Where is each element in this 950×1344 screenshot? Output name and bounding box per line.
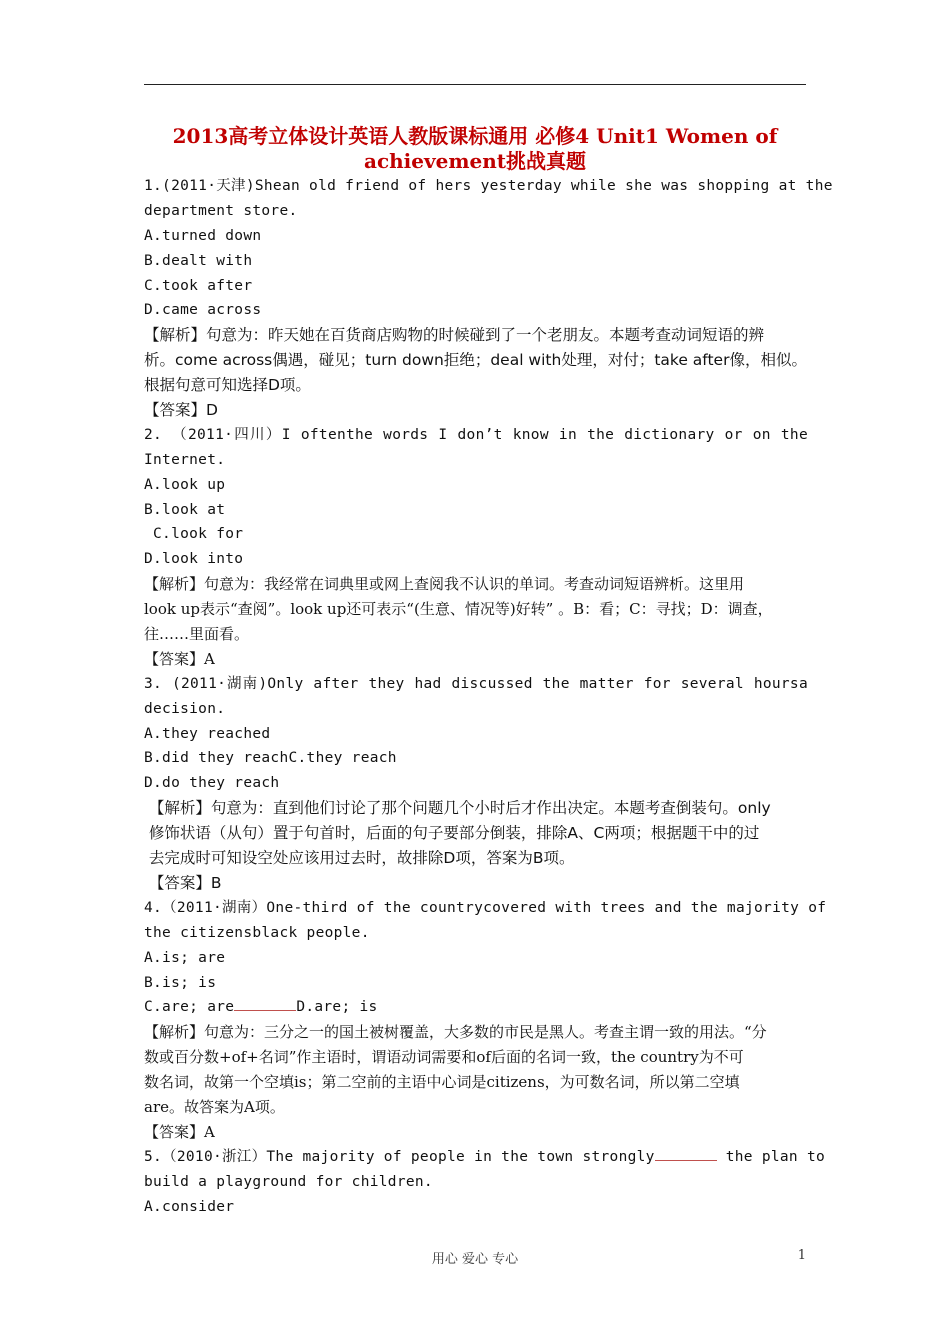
q5-stem (144, 1145, 826, 1170)
page-title (144, 124, 806, 174)
q1-option-a: A.turned down (144, 227, 262, 244)
q1-option-b: B.dealt with (144, 252, 253, 269)
q2-analysis-3: 往……里面看。 (144, 625, 250, 644)
answer-blank (655, 1146, 717, 1161)
q1-analysis-2: 析。come across偶遇，碰见；turn down拒绝；deal with处理，对付；take after像，相似。 (144, 351, 807, 370)
q4-option-c: C.are; are (144, 999, 235, 1016)
q4-analysis-3: 数名词，故第一个空填is；第二空前的主语中心词是citizens，为可数名词，所以第二空填 (144, 1073, 740, 1092)
q2-analysis-2: look up表示“查阅”。look up还可表示“(生意、情况等)好转” 。B：看；C：寻找；D：调查， (144, 600, 773, 619)
q4-stem: 4.（2011·湖南）One-third of the countrycovered with trees and the majority of (144, 899, 827, 916)
answer-blank (234, 996, 296, 1011)
q3-option-bc: B.did they reachC.they reach (144, 750, 397, 767)
q4-analysis-1: 【解析】句意为：三分之一的国土被树覆盖，大多数的市民是黑人。考查主谓一致的用法。“分 (144, 1023, 767, 1042)
q2-answer: 【答案】A (144, 649, 215, 668)
q3-stem: 3. (2011·湖南)Only after they had discussed the matter for several hoursa (144, 675, 808, 692)
page-number: 1 (797, 1248, 806, 1263)
q2-stem: 2. （2011·四川）I oftenthe words I don’t know in the dictionary or on the (144, 426, 808, 443)
q1-stem-cont: department store. (144, 202, 298, 219)
q3-option-d: D.do they reach (144, 775, 280, 792)
q4-option-d: D.are; is (296, 999, 378, 1016)
q3-option-a: A.they reached (144, 725, 271, 742)
q5-stem-part-2: the plan to (725, 1148, 826, 1165)
document-body (144, 174, 833, 1219)
q1-option-c: C.took after (144, 277, 253, 294)
q4-answer: 【答案】A (144, 1122, 215, 1141)
q3-analysis-3: 去完成时可知设空处应该用过去时，故排除D项，答案为B项。 (144, 849, 575, 868)
q3-stem-cont: decision. (144, 700, 226, 717)
q1-analysis-1: 【解析】句意为：昨天她在百货商店购物的时候碰到了一个老朋友。本题考查动词短语的辨 (144, 326, 765, 345)
q4-option-a: A.is; are (144, 949, 226, 966)
q1-analysis-3: 根据句意可知选择D项。 (144, 376, 311, 395)
q4-analysis-2: 数或百分数+of+名词”作主语时，谓语动词需要和of后面的名词一致，the country为不可 (144, 1048, 744, 1067)
q2-stem-cont: Internet. (144, 451, 226, 468)
page-footer (0, 1248, 950, 1268)
q3-answer: 【答案】B (144, 873, 222, 892)
q2-option-a: A.look up (144, 476, 226, 493)
q4-option-b: B.is; is (144, 974, 217, 991)
q5-stem-cont: build a playground for children. (144, 1173, 433, 1190)
q2-analysis-1: 【解析】句意为：我经常在词典里或网上查阅我不认识的单词。考查动词短语辨析。这里用 (144, 575, 745, 594)
title-line-1: 2013高考立体设计英语人教版课标通用 必修4 Unit1 Women of (172, 124, 778, 148)
header-rule (144, 84, 806, 85)
q4-option-cd (144, 995, 808, 1020)
q2-option-d: D.look into (144, 551, 244, 568)
q2-option-c: C.look for (144, 526, 244, 543)
q1-answer: 【答案】D (144, 401, 218, 420)
q3-analysis-2: 修饰状语（从句）置于句首时，后面的句子要部分倒装，排除A、C两项；根据题干中的过 (144, 824, 760, 843)
q4-analysis-4: are。故答案为A项。 (144, 1097, 285, 1116)
q2-option-b: B.look at (144, 501, 226, 518)
q4-stem-cont: the citizensblack people. (144, 924, 370, 941)
q1-option-d: D.came across (144, 302, 262, 319)
q5-option-a: A.consider (144, 1198, 235, 1215)
q1-stem: 1.(2011·天津)Shean old friend of hers yesterday while she was shopping at the (144, 178, 833, 194)
q5-stem-part-1: 5.（2010·浙江）The majority of people in the town strongly (144, 1148, 655, 1165)
footer-motto: 用心 爱心 专心 (431, 1252, 519, 1267)
q3-analysis-1: 【解析】句意为：直到他们讨论了那个问题几个小时后才作出决定。本题考查倒装句。only (144, 799, 771, 818)
title-line-2: achievement挑战真题 (363, 149, 586, 173)
